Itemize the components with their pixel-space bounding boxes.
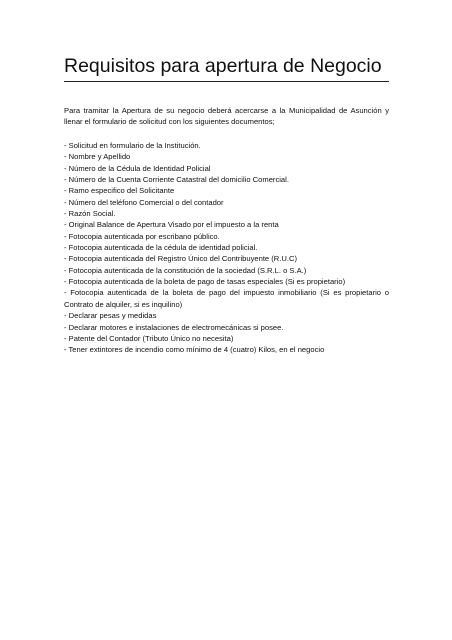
- requirement-item: - Número del teléfono Comercial o del contador: [64, 197, 224, 207]
- requirement-item: - Razón Social.: [64, 209, 116, 219]
- intro-line: Para tramitar la Apertura de su negocio deberá acercarse a la Municipalidad de Asunción y: [64, 106, 389, 115]
- requirement-item: - Fotocopia autenticada del Registro Único del Contribuyente (R.U.C): [64, 254, 297, 264]
- requirement-item: - Solicitud en formulario de la Institución.: [64, 141, 201, 150]
- requirement-item: - Fotocopia autenticada de la constitución de la sociedad (S.R.L. o S.A.): [64, 265, 307, 275]
- requirement-item: - Nombre y Apellido: [64, 152, 131, 162]
- requirement-item: - Tener extintores de incendio como mínimo de 4 (cuatro) Kilos, en el negocio: [64, 345, 325, 355]
- requirement-item: - Declarar motores e instalaciones de electromecánicas si posee.: [64, 322, 284, 332]
- requirement-item: - Número de la Cédula de Identidad Policial: [64, 163, 211, 173]
- requirement-item: - Original Balance de Apertura Visado por el impuesto a la renta: [64, 220, 279, 230]
- requirement-item: - Fotocopia autenticada de la cédula de identidad policial.: [64, 243, 258, 253]
- intro-paragraph: [64, 105, 389, 128]
- intro-line: llenar el formulario de solicitud con los siguientes documentos;: [64, 117, 275, 127]
- requirement-item: - Fotocopia autenticada por escribano público.: [64, 231, 220, 241]
- requirement-item: - Declarar pesas y medidas: [64, 311, 157, 321]
- title-underline: [64, 81, 389, 82]
- requirement-item-continuation: Contrato de alquiler, si es inquilino): [64, 299, 183, 309]
- requirement-item: - Ramo especifico del Solicitante: [64, 186, 175, 196]
- requirements-list: [64, 140, 389, 356]
- requirement-item: - Patente del Contador (Tributo Único no necesita): [64, 333, 234, 343]
- requirement-item: - Número de la Cuenta Corriente Catastral del domicilio Comercial.: [64, 175, 289, 185]
- requirement-item: - Fotocopia autenticada de la boleta de pago del impuesto inmobiliario (Si es propietario o: [64, 288, 389, 298]
- requirement-item: - Fotocopia autenticada de la boleta de pago de tasas especiales (Si es propietario): [64, 277, 346, 287]
- page-title: Requisitos para apertura de Negocio: [64, 55, 382, 77]
